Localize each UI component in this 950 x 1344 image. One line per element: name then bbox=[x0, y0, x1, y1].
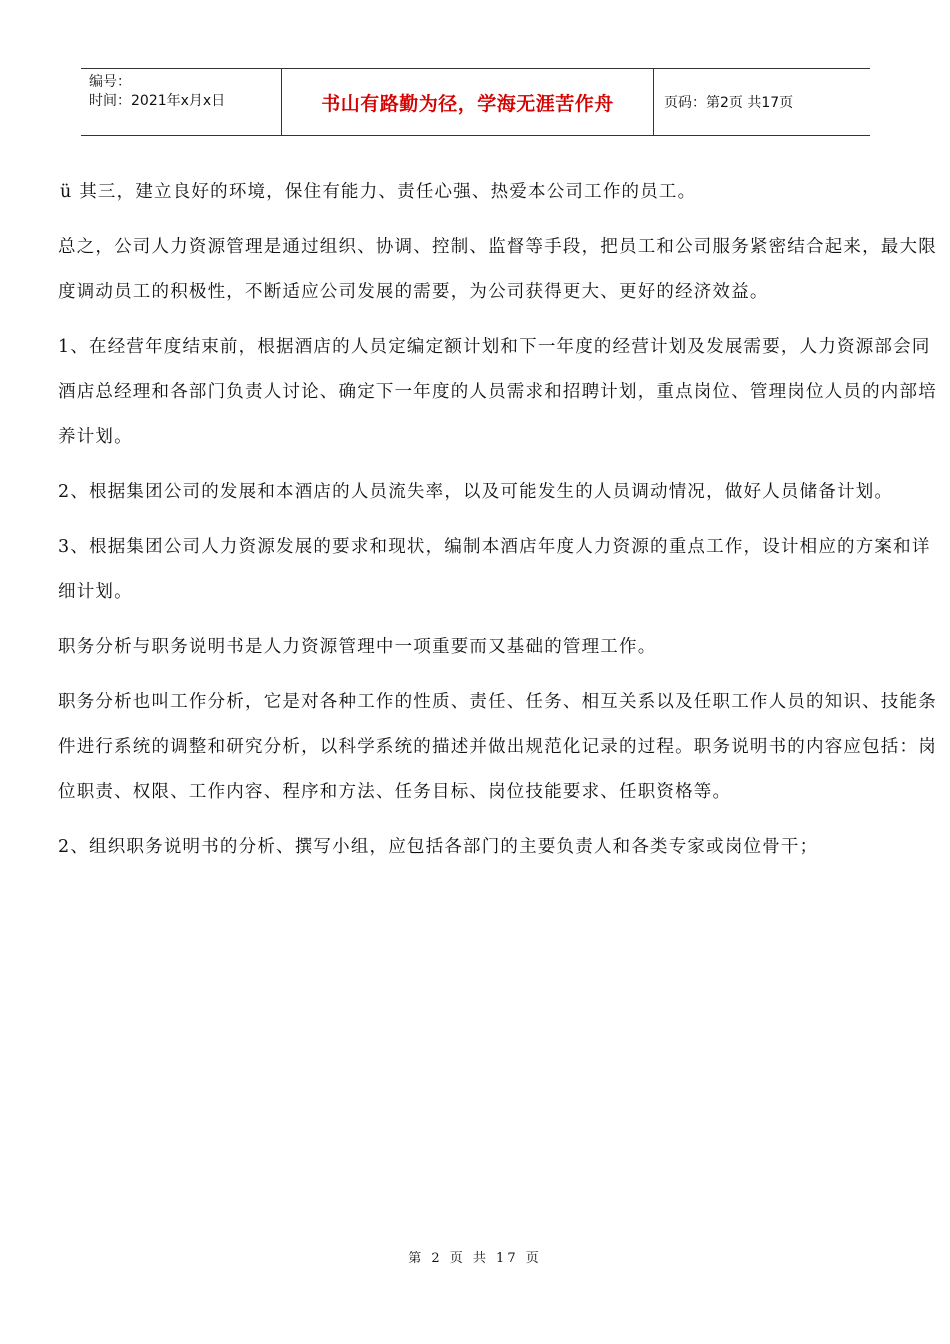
document-date-label: 时间：2021年x月x日 bbox=[89, 93, 226, 109]
body-paragraph: ü 其三，建立良好的环境，保住有能力、责任心强、热爱本公司工作的员工。 bbox=[60, 182, 697, 202]
document-number-label: 编号： bbox=[89, 74, 131, 90]
header-page-info: 页码：第2页 共17页 bbox=[664, 95, 794, 111]
page-footer: 第 2 页 共 17 页 bbox=[408, 1251, 542, 1266]
body-paragraph: 3、根据集团公司人力资源发展的要求和现状，编制本酒店年度人力资源的重点工作，设计相应的方案和详细计划。 bbox=[58, 537, 931, 602]
body-paragraph: 职务分析也叫工作分析，它是对各种工作的性质、责任、任务、相互关系以及任职工作人员的知识、技能条件进行系统的调整和研究分析，以科学系统的描述并做出规范化记录的过程。职务说明书的内容应包括：岗位职责、权限、工作内容、程序和方法、任务目标、岗位技能要求、任职资格等。 bbox=[58, 692, 937, 802]
header-motto: 书山有路勤为径，学海无涯苦作舟 bbox=[282, 69, 654, 135]
body-paragraph: 2、组织职务说明书的分析、撰写小组，应包括各部门的主要负责人和各类专家或岗位骨干； bbox=[58, 837, 819, 857]
document-header bbox=[81, 68, 870, 136]
body-paragraph: 总之，公司人力资源管理是通过组织、协调、控制、监督等手段，把员工和公司服务紧密结合起来，最大限度调动员工的积极性，不断适应公司发展的需要，为公司获得更大、更好的经济效益。 bbox=[58, 237, 937, 302]
document-body bbox=[58, 170, 938, 880]
body-paragraph: 职务分析与职务说明书是人力资源管理中一项重要而又基础的管理工作。 bbox=[58, 637, 657, 657]
body-paragraph: 1、在经营年度结束前，根据酒店的人员定编定额计划和下一年度的经营计划及发展需要，人力资源部会同酒店总经理和各部门负责人讨论、确定下一年度的人员需求和招聘计划，重点岗位、管理岗位人员的内部培养计划。 bbox=[58, 337, 937, 447]
body-paragraph: 2、根据集团公司的发展和本酒店的人员流失率，以及可能发生的人员调动情况，做好人员储备计划。 bbox=[58, 482, 894, 502]
header-meta bbox=[81, 69, 282, 135]
